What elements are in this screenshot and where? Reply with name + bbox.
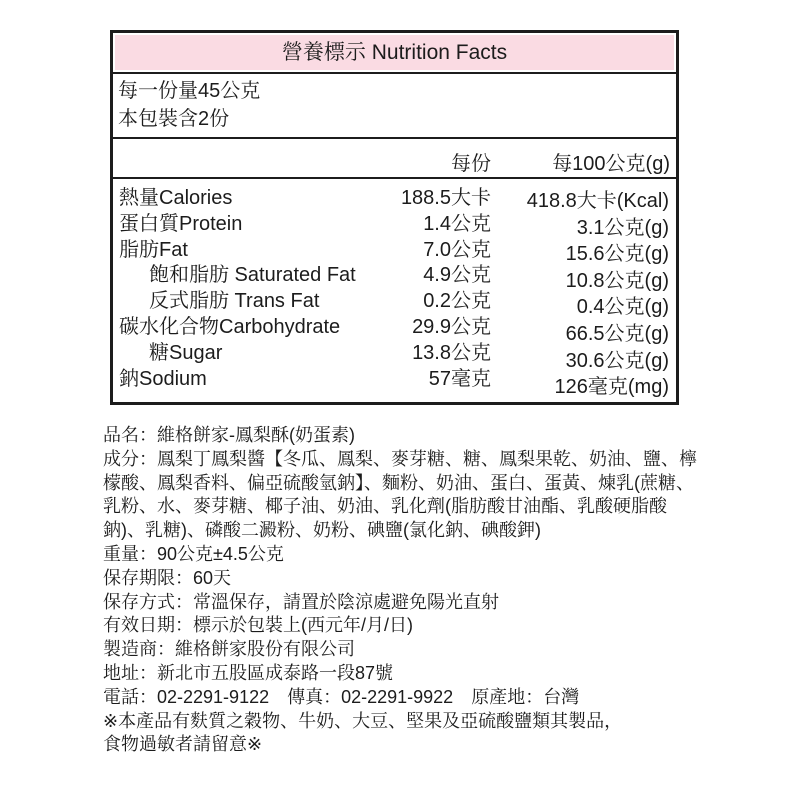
product-info-line: 食物過敏者請留意※ xyxy=(103,734,263,755)
product-info-line: 製造商：維格餅家股份有限公司 xyxy=(103,639,355,660)
column-header-per-serving: 每份 xyxy=(451,153,491,175)
product-info-line: 品名：維格餅家-鳳梨酥(奶蛋素) xyxy=(103,425,355,445)
per-serving-value-column xyxy=(401,186,491,392)
nutrient-label: 鈉Sodium xyxy=(119,367,207,390)
nutrient-value-per-100g: 126毫克(mg) xyxy=(554,376,669,399)
nutrient-value-per-serving: 57毫克 xyxy=(428,367,491,390)
product-info-block xyxy=(103,424,697,757)
product-info-line: 保存方式：常溫保存，請置於陰涼處避免陽光直射 xyxy=(103,591,499,612)
column-header-per-100g: 每100公克(g) xyxy=(552,153,670,175)
nutrient-value-per-serving: 7.0公克 xyxy=(423,238,491,261)
product-info-line: 有效日期：標示於包裝上(西元年/月/日) xyxy=(103,615,413,636)
nutrient-label-column xyxy=(119,186,356,392)
product-info-line: 重量：90公克±4.5公克 xyxy=(103,543,284,564)
nutrient-value-per-100g: 30.6公克(g) xyxy=(565,349,669,372)
product-info-line: ※本產品有麩質之穀物、牛奶、大豆、堅果及亞硫酸鹽類其製品， xyxy=(103,710,623,731)
nutrient-value-per-100g: 66.5公克(g) xyxy=(565,322,669,345)
nutrient-label: 脂肪Fat xyxy=(119,238,188,261)
nutrition-facts-title: 營養標示 Nutrition Facts xyxy=(115,35,674,70)
nutrient-value-per-serving: 29.9公克 xyxy=(412,315,491,338)
nutrient-label: 反式脂肪 Trans Fat xyxy=(149,290,320,313)
nutrient-value-per-serving: 0.2公克 xyxy=(423,290,491,313)
nutrient-value-per-serving: 4.9公克 xyxy=(423,264,491,287)
nutrient-label: 熱量Calories xyxy=(119,187,233,209)
servings-per-package-line: 本包裝含2份 xyxy=(118,107,230,130)
product-info-line: 乳粉、水、麥芽糖、椰子油、奶油、乳化劑(脂肪酸甘油酯、乳酸硬脂酸 xyxy=(103,496,667,517)
product-info-line: 保存期限：60天 xyxy=(103,567,232,588)
nutrition-facts-table xyxy=(110,30,679,405)
product-info-line: 成分：鳳梨丁鳳梨醬【冬瓜、鳳梨、麥芽糖、糖、鳳梨果乾、奶油、鹽、檸 xyxy=(103,448,697,469)
nutrient-value-per-serving: 13.8公克 xyxy=(412,341,491,364)
product-info-line: 檬酸、鳳梨香料、偏亞硫酸氫鈉】、麵粉、奶油、蛋白、蛋黃、煉乳(蔗糖、 xyxy=(103,472,694,493)
column-header-row xyxy=(113,139,676,177)
nutrient-value-per-100g: 0.4公克(g) xyxy=(576,296,669,319)
nutrient-value-per-100g: 418.8大卡(Kcal) xyxy=(526,190,669,212)
serving-info-section xyxy=(113,74,676,137)
nutrient-data-section xyxy=(113,179,676,406)
product-info-line: 地址：新北市五股區成泰路一段87號 xyxy=(103,662,394,683)
nutrient-value-per-serving: 188.5大卡 xyxy=(400,187,491,209)
nutrient-label: 糖Sugar xyxy=(149,341,223,364)
product-info-line: 電話：02-2291-9122 傳真：02-2291-9922 原產地：台灣 xyxy=(103,686,580,707)
nutrient-label: 碳水化合物Carbohydrate xyxy=(119,315,341,338)
nutrient-value-per-100g: 10.8公克(g) xyxy=(565,269,669,292)
per-100g-value-column xyxy=(527,188,669,401)
nutrient-label: 蛋白質Protein xyxy=(119,212,243,235)
product-info-line: 鈉)、乳糖)、磷酸二澱粉、奶粉、碘鹽(氯化鈉、碘酸鉀) xyxy=(103,520,541,541)
nutrient-value-per-100g: 3.1公克(g) xyxy=(576,216,669,239)
nutrient-label: 飽和脂肪 Saturated Fat xyxy=(149,264,356,287)
nutrient-value-per-serving: 1.4公克 xyxy=(423,212,491,235)
serving-size-line: 每一份量45公克 xyxy=(118,80,261,102)
nutrient-value-per-100g: 15.6公克(g) xyxy=(565,243,669,266)
